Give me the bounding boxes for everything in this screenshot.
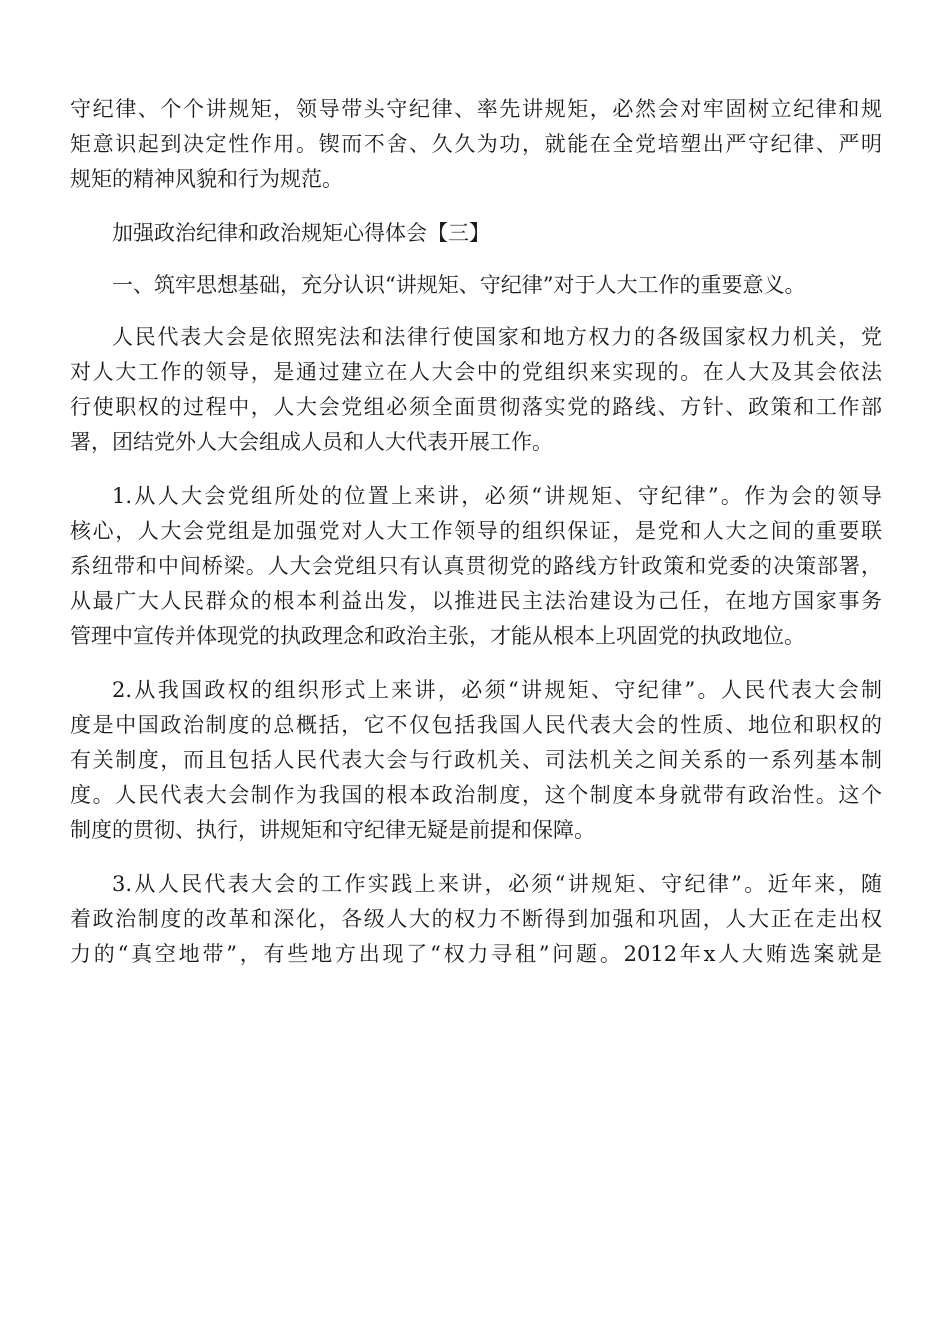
paragraph-line: 2.从我国政权的组织形式上来讲，必须“讲规矩、守纪律”。人民代表大会制 [112, 678, 882, 702]
paragraph-line: 一、筑牢思想基础，充分认识“讲规矩、守纪律”对于人大工作的重要意义。 [112, 273, 806, 297]
paragraph-line: 规矩的精神风貌和行为规范。 [70, 167, 343, 191]
paragraph-section-one [70, 268, 882, 303]
paragraph-line: 行使职权的过程中，人大会党组必须全面贯彻落实党的路线、方针、政策和工作部 [70, 395, 882, 419]
paragraph-line: 1.从人大会党组所处的位置上来讲，必须“讲规矩、守纪律”。作为会的领导 [112, 484, 882, 508]
section-heading [70, 216, 882, 251]
paragraph-line: 着政治制度的改革和深化，各级人大的权力不断得到加强和巩固，人大正在走出权 [70, 907, 882, 931]
paragraph-line: 从最广大人民群众的根本利益出发，以推进民主法治建设为己任，在地方国家事务 [70, 589, 882, 613]
paragraph-point-1 [70, 479, 882, 654]
paragraph-line: 度是中国政治制度的总概括，它不仅包括我国人民代表大会的性质、地位和职权的 [70, 713, 882, 737]
paragraph-point-3 [70, 867, 882, 972]
paragraph-line: 制度的贯彻、执行，讲规矩和守纪律无疑是前提和保障。 [70, 818, 595, 842]
document-body [70, 92, 882, 972]
paragraph-line: 度。人民代表大会制作为我国的根本政治制度，这个制度本身就带有政治性。这个 [70, 783, 882, 807]
heading-line: 加强政治纪律和政治规矩心得体会【三】 [112, 221, 490, 245]
paragraph-line: 对人大工作的领导，是通过建立在人大会中的党组织来实现的。在人大及其会依法 [70, 360, 882, 384]
paragraph-line: 矩意识起到决定性作用。锲而不舍、久久为功，就能在全党培塑出严守纪律、严明 [70, 132, 882, 156]
paragraph-line: 核心，人大会党组是加强党对人大工作领导的组织保证，是党和人大之间的重要联 [70, 519, 882, 543]
paragraph-line: 3.从人民代表大会的工作实践上来讲，必须“讲规矩、守纪律”。近年来，随 [112, 872, 882, 896]
paragraph-line: 守纪律、个个讲规矩，领导带头守纪律、率先讲规矩，必然会对牢固树立纪律和规 [70, 97, 882, 121]
paragraph-line: 署，团结党外人大会组成人员和人大代表开展工作。 [70, 430, 553, 454]
paragraph-line: 系纽带和中间桥梁。人大会党组只有认真贯彻党的路线方针政策和党委的决策部署， [70, 554, 882, 578]
paragraph-intro [70, 320, 882, 460]
paragraph-continuation [70, 92, 882, 197]
paragraph-line: 力的“真空地带”，有些地方出现了“权力寻租”问题。2012年x人大贿选案就是 [70, 942, 882, 966]
paragraph-line: 人民代表大会是依照宪法和法律行使国家和地方权力的各级国家权力机关，党 [112, 325, 882, 349]
paragraph-line: 管理中宣传并体现党的执政理念和政治主张，才能从根本上巩固党的执政地位。 [70, 624, 805, 648]
paragraph-line: 有关制度，而且包括人民代表大会与行政机关、司法机关之间关系的一系列基本制 [70, 748, 882, 772]
paragraph-point-2 [70, 673, 882, 848]
